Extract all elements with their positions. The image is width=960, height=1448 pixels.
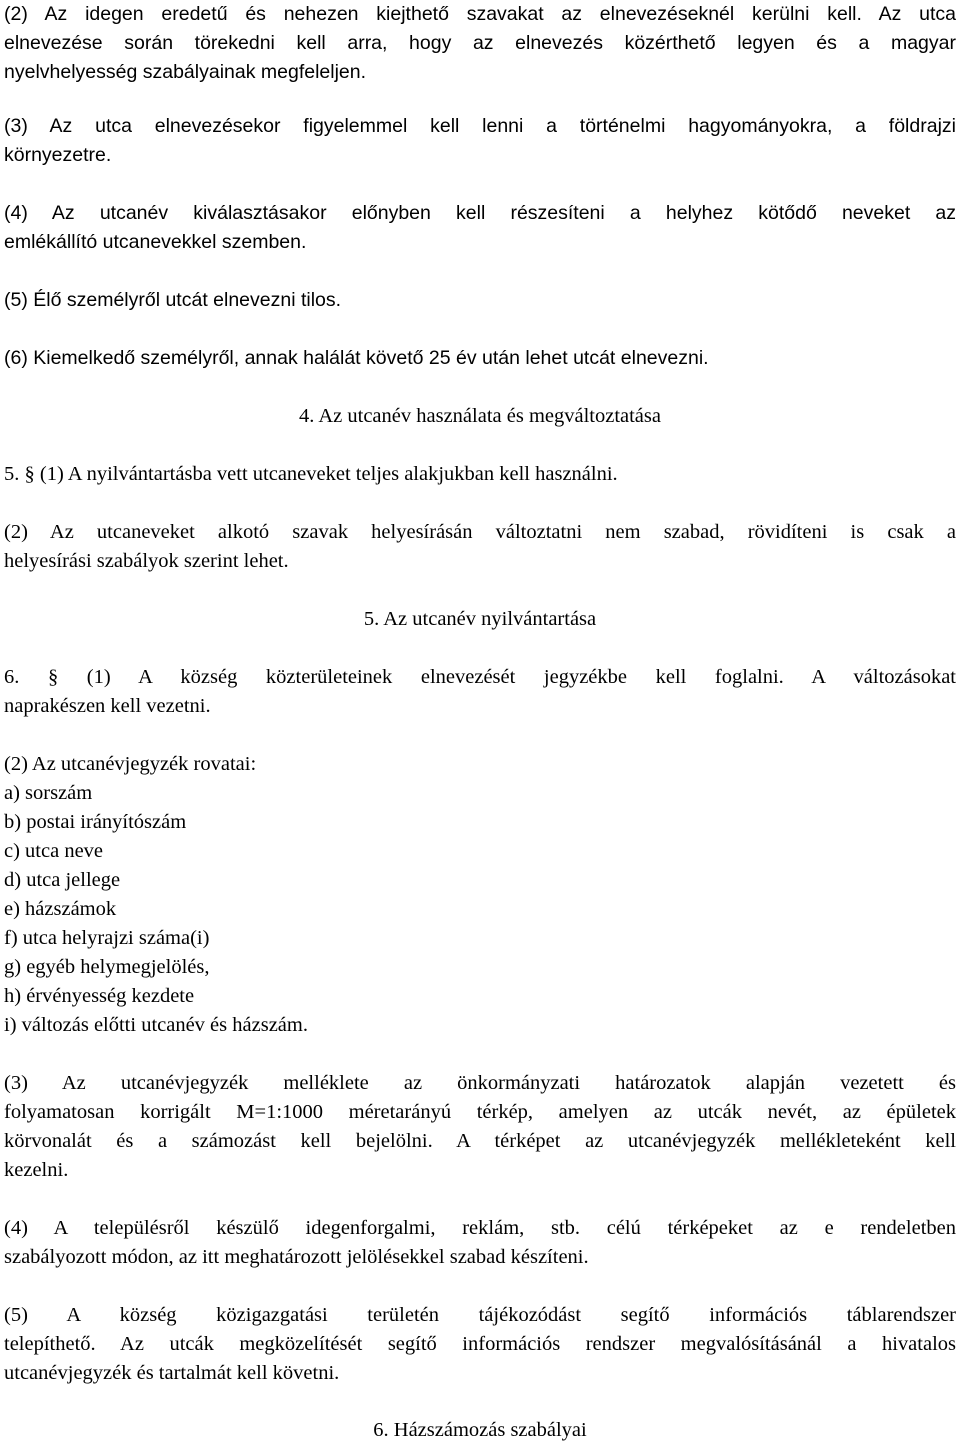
list-item: a) sorszám	[4, 782, 93, 804]
section-heading-4: 4. Az utcanév használata és megváltoztatása	[298, 405, 661, 427]
paragraph-notable-person: (6) Kiemelkedő személyről, annak halálát követő 25 év után lehet utcát elnevezni.	[4, 347, 709, 369]
list-item: g) egyéb helymegjelölés,	[4, 956, 210, 978]
text-line: nyelvhelyesség szabályainak megfeleljen.	[4, 61, 367, 83]
list-item: d) utca jellege	[4, 869, 121, 891]
list-intro: (2) Az utcanévjegyzék rovatai:	[4, 753, 257, 775]
text-line: emlékállító utcanevekkel szemben.	[4, 231, 307, 253]
list-item: e) házszámok	[4, 898, 117, 920]
text-line: 6. § (1) A község közterületeinek elnevezését jegyzékbe kell foglalni. A változásokat	[4, 666, 956, 688]
list-item: f) utca helyrajzi száma(i)	[4, 927, 210, 949]
list-item: h) érvényesség kezdete	[4, 985, 195, 1007]
text-line: naprakészen kell vezetni.	[4, 695, 211, 717]
text-line: környezetre.	[4, 144, 112, 166]
text-line: (2) Az utcaneveket alkotó szavak helyesírásán változtatni nem szabad, rövidíteni is csak a	[4, 521, 956, 543]
text-line: kezelni.	[4, 1159, 69, 1181]
section-heading-6: 6. Házszámozás szabályai	[373, 1419, 587, 1441]
paragraph-living-person: (5) Élő személyről utcát elnevezni tilos.	[4, 289, 342, 311]
paragraph-section-5-1: 5. § (1) A nyilvántartásba vett utcaneveket teljes alakjukban kell használni.	[4, 463, 618, 485]
text-line: (3) Az utcanévjegyzék melléklete az önkormányzati határozatok alapján vezetett és	[4, 1072, 956, 1094]
text-line: elnevezése során törekedni kell arra, hogy az elnevezés közérthető legyen és a magyar	[4, 32, 956, 54]
text-line: telepíthető. Az utcák megközelítését segítő információs rendszer megvalósításánál a hivatalos	[4, 1333, 956, 1355]
text-line: helyesírási szabályok szerint lehet.	[4, 550, 289, 572]
list-item: b) postai irányítószám	[4, 811, 187, 833]
text-line: (2) Az idegen eredetű és nehezen kiejthető szavakat az elnevezéseknél kerülni kell. Az utca	[4, 3, 956, 25]
text-line: körvonalát és a számozást kell bejelölni. A térképet az utcanévjegyzék mellékleteként kell	[4, 1130, 956, 1152]
text-line: folyamatosan korrigált M=1:1000 méretarányú térkép, amelyen az utcák nevét, az épületek	[4, 1101, 956, 1123]
list-item: i) változás előtti utcanév és házszám.	[4, 1014, 308, 1036]
text-line: utcanévjegyzék és tartalmát kell követni.	[4, 1362, 340, 1384]
text-line: (5) A község közigazgatási területén tájékozódást segítő információs táblarendszer	[4, 1304, 956, 1326]
text-line: (4) A településről készülő idegenforgalmi, reklám, stb. célú térképeket az e rendeletben	[4, 1217, 956, 1239]
text-line: (3) Az utca elnevezésekor figyelemmel kell lenni a történelmi hagyományokra, a földrajzi	[4, 115, 956, 137]
list-item: c) utca neve	[4, 840, 104, 862]
text-line: szabályozott módon, az itt meghatározott jelölésekkel szabad készíteni.	[4, 1246, 589, 1268]
section-heading-5: 5. Az utcanév nyilvántartása	[363, 608, 597, 630]
text-line: (4) Az utcanév kiválasztásakor előnyben kell részesíteni a helyhez kötődő neveket az	[4, 202, 956, 224]
